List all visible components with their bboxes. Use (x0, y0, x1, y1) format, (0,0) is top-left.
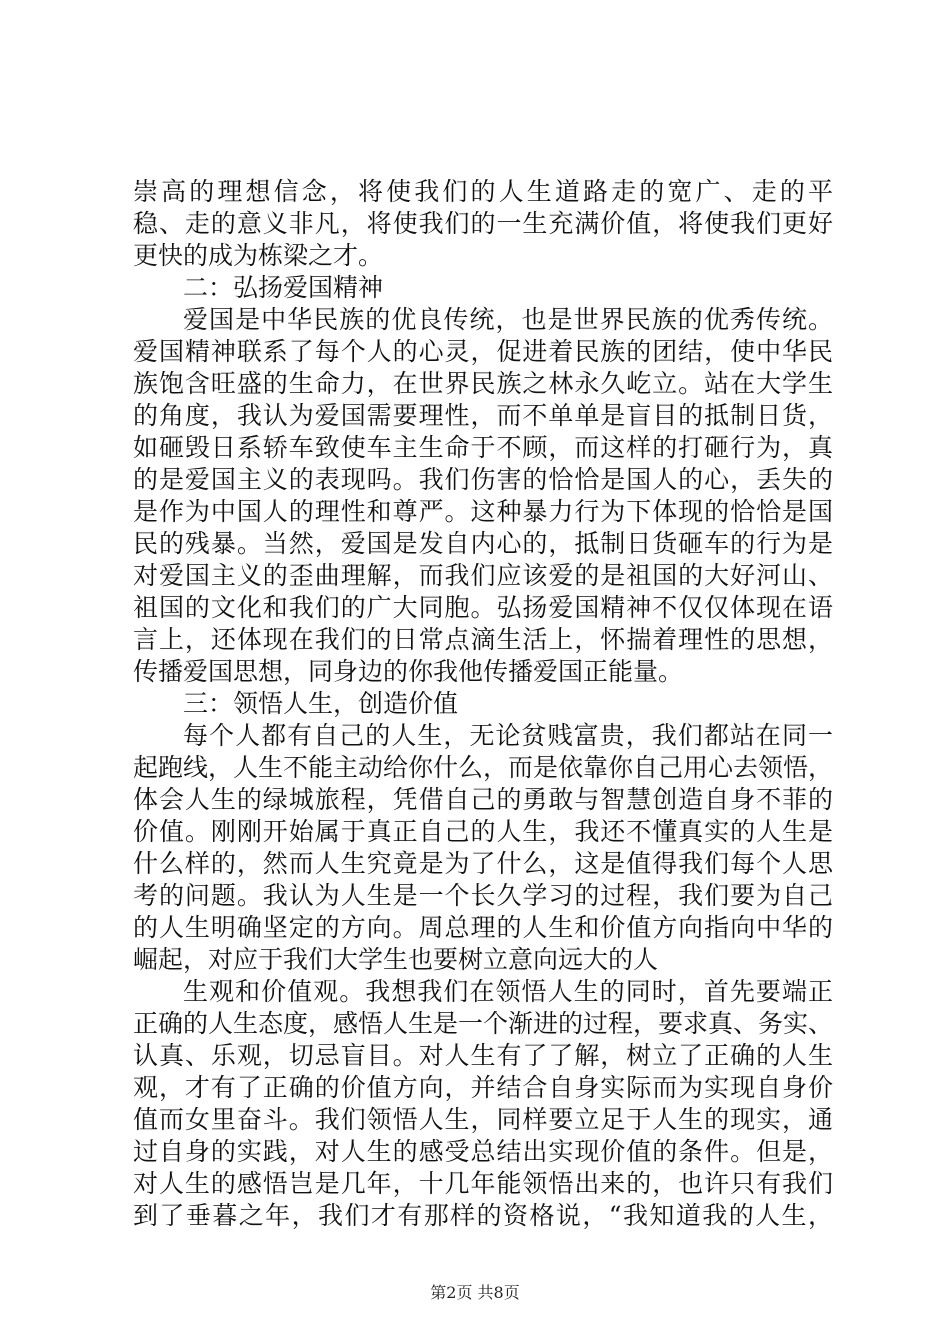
text-line: 体会人生的绿城旅程，凭借自己的勇敢与智慧创造自身不菲的 (133, 785, 833, 814)
text-line: 起跑线，人生不能主动给你什么，而是依靠你自己用心去领悟， (133, 753, 834, 782)
section-heading: 三：领悟人生，创造价值 (183, 689, 459, 718)
text-line: 价值。刚刚开始属于真正自己的人生，我还不懂真实的人生是 (133, 817, 833, 846)
text-line: 爱国是中华民族的优良传统，也是世界民族的优秀传统。 (183, 305, 833, 334)
text-line: 对人生的感悟岂是几年，十几年能领悟出来的，也许只有我们 (133, 1169, 833, 1198)
text-line: 崇高的理想信念，将使我们的人生道路走的宽广、走的平 (133, 177, 833, 206)
text-line: 民的残暴。当然，爱国是发自内心的，抵制日货砸车的行为是 (133, 529, 833, 558)
text-line: 值而女里奋斗。我们领悟人生，同样要立足于人生的现实，通 (133, 1105, 833, 1134)
text-line: 言上，还体现在我们的日常点滴生活上，怀揣着理性的思想， (133, 625, 833, 654)
text-line: 爱国精神联系了每个人的心灵，促进着民族的团结，使中华民 (133, 337, 833, 366)
text-line: 传播爱国思想，同身边的你我他传播爱国正能量。 (133, 657, 684, 686)
text-line: 到了垂暮之年，我们才有那样的资格说，“我知道我的人生， (133, 1201, 833, 1230)
text-line: 祖国的文化和我们的广大同胞。弘扬爱国精神不仅仅体现在语 (133, 593, 833, 622)
text-line: 的人生明确坚定的方向。周总理的人生和价值方向指向中华的 (133, 913, 833, 942)
section-heading: 二：弘扬爱国精神 (183, 273, 384, 302)
text-line: 正确的人生态度，感悟人生是一个渐进的过程，要求真、务实、 (133, 1009, 834, 1038)
text-line: 崛起，对应于我们大学生也要树立意向远大的人 (133, 945, 659, 974)
text-line: 更快的成为栋梁之才。 (133, 241, 384, 270)
text-line: 认真、乐观，切忌盲目。对人生有了了解，树立了正确的人生 (133, 1041, 833, 1070)
text-line: 过自身的实践，对人生的感受总结出实现价值的条件。但是， (133, 1137, 833, 1166)
text-line: 族饱含旺盛的生命力，在世界民族之林永久屹立。站在大学生 (133, 369, 833, 398)
text-line: 生观和价值观。我想我们在领悟人生的同时，首先要端正 (183, 977, 833, 1006)
text-line: 观，才有了正确的价值方向，并结合自身实际而为实现自身价 (133, 1073, 833, 1102)
text-line: 什么样的，然而人生究竟是为了什么，这是值得我们每个人思 (133, 849, 833, 878)
page-number-footer: 第2页 共8页 (430, 1283, 520, 1302)
text-line: 是作为中国人的理性和尊严。这种暴力行为下体现的恰恰是国 (133, 497, 833, 526)
text-line: 每个人都有自己的人生，无论贫贱富贵，我们都站在同一 (183, 721, 833, 750)
text-line: 对爱国主义的歪曲理解，而我们应该爱的是祖国的大好河山、 (133, 561, 833, 590)
text-line: 考的问题。我认为人生是一个长久学习的过程，我们要为自己 (133, 881, 833, 910)
text-line: 如砸毁日系轿车致使车主生命于不顾，而这样的打砸行为，真 (133, 433, 833, 462)
text-line: 的角度，我认为爱国需要理性，而不单单是盲目的抵制日货， (133, 401, 833, 430)
text-line: 稳、走的意义非凡，将使我们的一生充满价值，将使我们更好 (133, 209, 833, 238)
text-line: 的是爱国主义的表现吗。我们伤害的恰恰是国人的心，丢失的 (133, 465, 833, 494)
